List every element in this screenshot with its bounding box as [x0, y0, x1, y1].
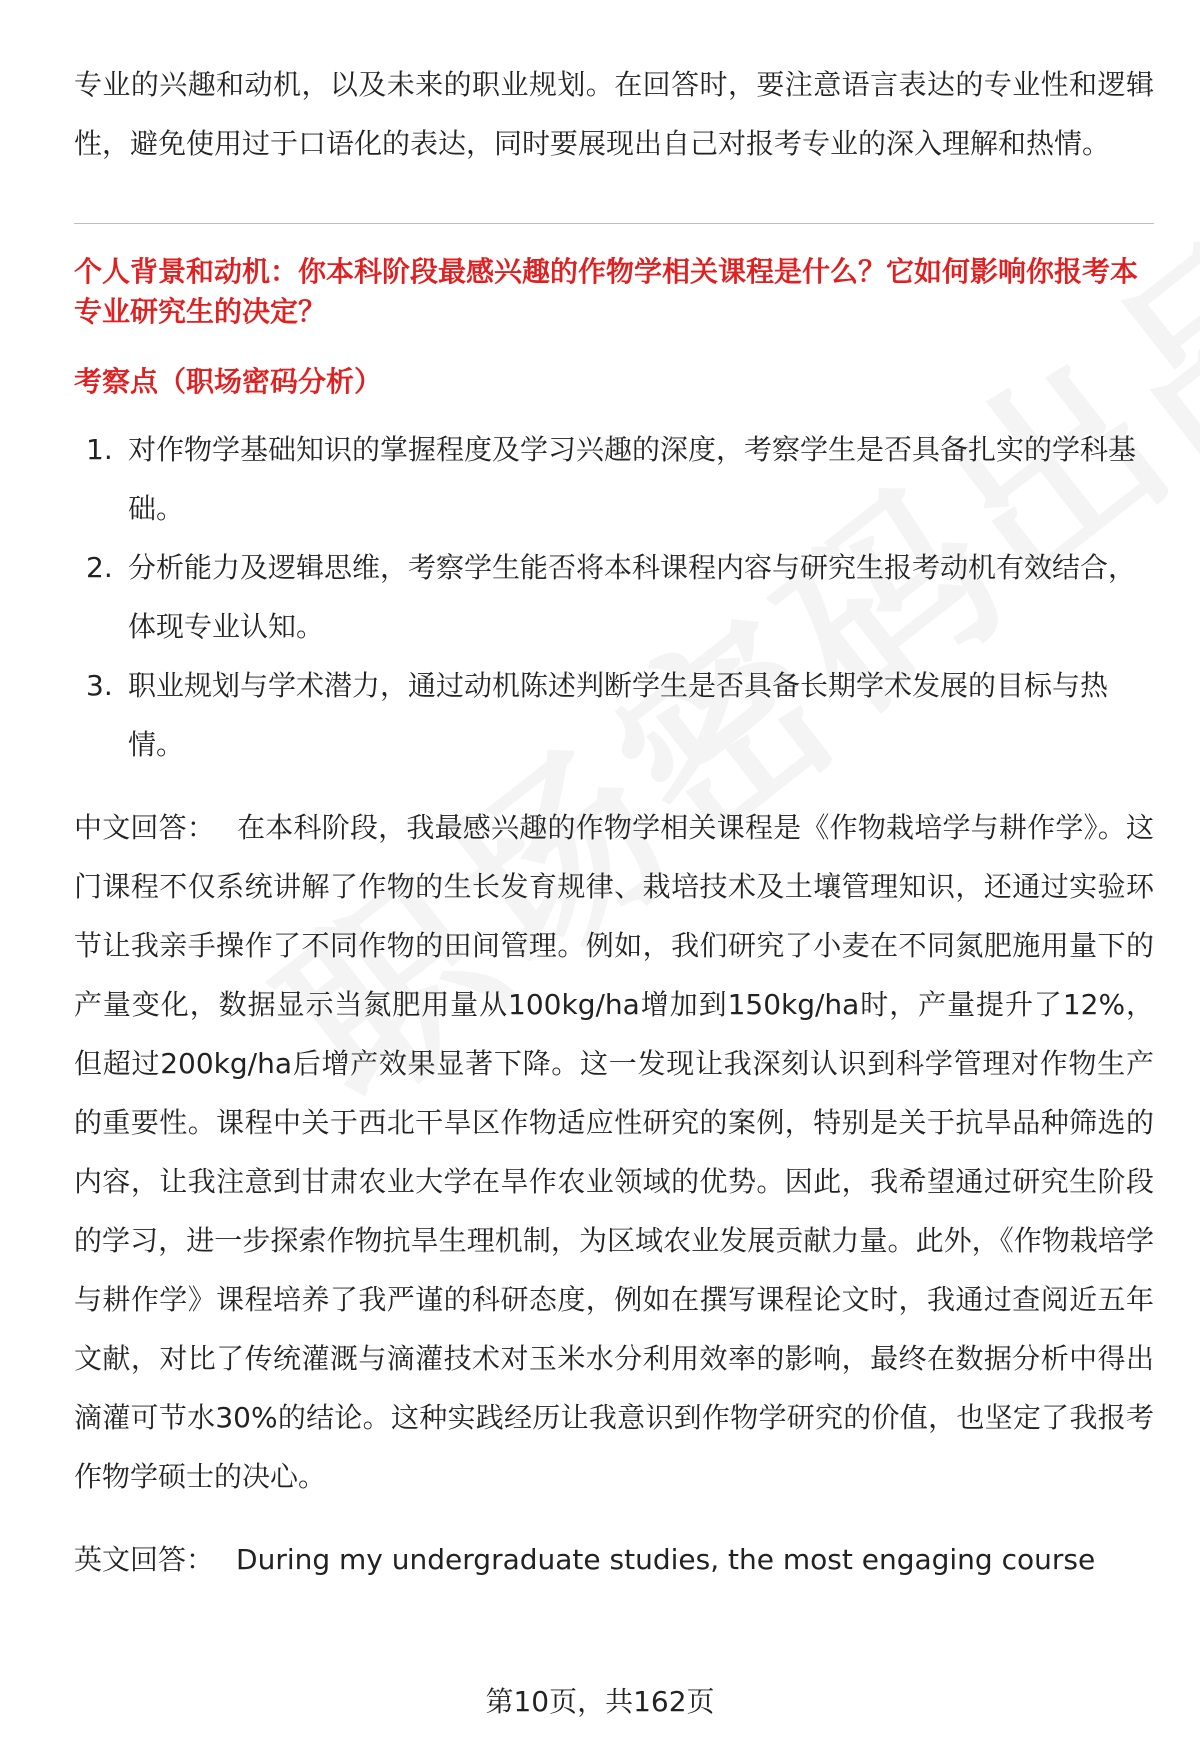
page-number-footer: 第10页，共162页: [485, 1685, 715, 1718]
focus-item-3: [74, 656, 1154, 774]
chinese-answer-label: 中文回答：: [74, 811, 216, 844]
english-answer-label: 英文回答：: [74, 1543, 215, 1576]
focus-list: [74, 420, 1154, 774]
focus-item-2: [74, 538, 1154, 656]
english-answer-text: During my undergraduate studies, the most engaging course: [236, 1543, 1096, 1576]
focus-heading: 考察点（职场密码分析）: [74, 365, 383, 398]
focus-item-text: 分析能力及逻辑思维，考察学生能否将本科课程内容与研究生报考动机有效结合，体现专业认知。: [128, 551, 1137, 643]
chinese-answer: [74, 798, 1154, 1506]
focus-item-number: 1.: [86, 433, 113, 466]
question-heading: 个人背景和动机：你本科阶段最感兴趣的作物学相关课程是什么？它如何影响你报考本专业研究生的决定？: [74, 255, 1139, 328]
chinese-answer-text: 在本科阶段，我最感兴趣的作物学相关课程是《作物栽培学与耕作学》。这门课程不仅系统讲解了作物的生长发育规律、栽培技术及土壤管理知识，还通过实验环节让我亲手操作了不同作物的田间管理。例如，我们研究了小麦在不同氮肥施用量下的产量变化，数据显示当氮肥用量从100kg/ha增加到150kg/ha时，产量提升了12%，但超过200kg/ha后增产效果显著下降。这一发现让我深刻认识到科学管理对作物生产的重要性。课程中关于西北干旱区作物适应性研究的案例，特别是关于抗旱品种筛选的内容，让我注意到甘肃农业大学在旱作农业领域的优势。因此，我希望通过研究生阶段的学习，进一步探索作物抗旱生理机制，为区域农业发展贡献力量。此外，《作物栽培学与耕作学》课程培养了我严谨的科研态度，例如在撰写课程论文时，我通过查阅近五年文献，对比了传统灌溉与滴灌技术对玉米水分利用效率的影响，最终在数据分析中得出滴灌可节水30%的结论。这种实践经历让我意识到作物学研究的价值，也坚定了我报考作物学硕士的决心。: [74, 811, 1154, 1493]
focus-item-1: [74, 420, 1154, 538]
page-content: [74, 55, 1154, 1589]
intro-paragraph: 专业的兴趣和动机，以及未来的职业规划。在回答时，要注意语言表达的专业性和逻辑性，避免使用过于口语化的表达，同时要展现出自己对报考专业的深入理解和热情。: [74, 68, 1154, 160]
focus-item-number: 3.: [86, 669, 113, 702]
focus-item-text: 对作物学基础知识的掌握程度及学习兴趣的深度，考察学生是否具备扎实的学科基础。: [128, 433, 1137, 525]
section-divider: [74, 223, 1154, 224]
focus-item-number: 2.: [86, 551, 113, 584]
english-answer: [74, 1530, 1154, 1589]
focus-item-text: 职业规划与学术潜力，通过动机陈述判断学生是否具备长期学术发展的目标与热情。: [128, 669, 1109, 761]
